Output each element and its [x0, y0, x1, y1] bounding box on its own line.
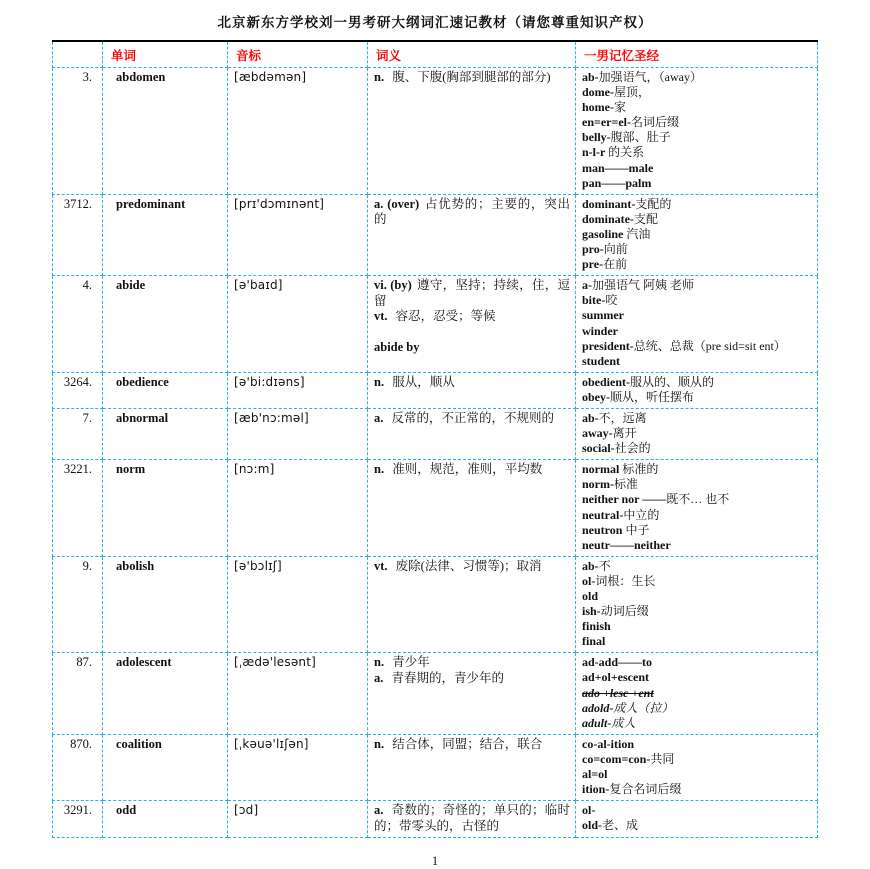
word-number: 870. [53, 734, 103, 800]
memory-line: dominate-支配 [582, 211, 659, 226]
phonetic: [ɔd] [228, 801, 368, 838]
memory-line: normal 标准的 [582, 462, 659, 477]
meaning-line: vt. 容忍，忍受；等候 [374, 309, 496, 324]
memory-line: neutron 中子 [582, 522, 650, 537]
word: abdomen [103, 68, 228, 195]
meaning-line: a. 青春期的，青少年的 [374, 670, 505, 685]
memory-line: summer [582, 308, 624, 323]
memory-line: old-老、成 [582, 818, 639, 833]
memory-line: al=ol [582, 767, 608, 782]
memory-line: ad-add——to [582, 655, 653, 670]
memory-line: ition-复合名词后缀 [582, 782, 682, 797]
table-row [53, 194, 818, 275]
memory-line: dominant-支配的 [582, 196, 672, 211]
memory-line: obedient-服从的、顺从的 [582, 374, 715, 389]
word: abolish [103, 556, 228, 653]
memory-line: belly-腹部、肚子 [582, 130, 671, 145]
memory-line: ad+ol+escent [582, 670, 650, 685]
meaning-line: n. 服从，顺从 [374, 374, 455, 389]
memory-line: a-加强语气 阿姨 老师 [582, 278, 695, 293]
phonetic: [ə'baɪd] [228, 276, 368, 373]
memory-line: finish [582, 619, 611, 634]
memory-line: bite-咬 [582, 293, 618, 308]
phonetic: [æb'nɔ:məl] [228, 408, 368, 459]
meaning-line: n. 结合体，同盟；结合，联合 [374, 736, 543, 751]
memory-line: gasoline 汽油 [582, 226, 651, 241]
memory-line: co-al-ition [582, 736, 634, 751]
meaning [368, 801, 576, 838]
table-row [53, 372, 818, 408]
memory-line: dome-屋顶， [582, 85, 651, 100]
word: adolescent [103, 653, 228, 734]
meaning-line: abide by [374, 339, 420, 354]
memory-line: ado +lesc +ent [582, 685, 654, 700]
meaning-line: n. 准则，规范，准则，平均数 [374, 462, 543, 477]
header-phonetic: 音标 [228, 41, 368, 68]
word: abide [103, 276, 228, 373]
memory-line: ol-词根：生长 [582, 573, 656, 588]
memory-notes [576, 68, 818, 195]
memory-notes [576, 734, 818, 800]
memory-line: away-离开 [582, 426, 637, 441]
header-row [53, 41, 818, 68]
memory-notes [576, 276, 818, 373]
meaning [368, 653, 576, 734]
memory-notes [576, 556, 818, 653]
memory-line: neutr——neither [582, 537, 671, 552]
memory-line: neither nor ——既不… 也不 [582, 492, 730, 507]
phonetic: [ˌædə'lesənt] [228, 653, 368, 734]
word-number: 9. [53, 556, 103, 653]
phonetic: [ə'bi:dɪəns] [228, 372, 368, 408]
memory-line: pre-在前 [582, 257, 628, 272]
phonetic: [nɔ:m] [228, 460, 368, 557]
memory-notes [576, 372, 818, 408]
memory-line: norm-标准 [582, 477, 639, 492]
meaning [368, 372, 576, 408]
memory-line: obey-顺从，听任摆布 [582, 389, 695, 404]
memory-line: pro-向前 [582, 242, 628, 257]
word-number: 3712. [53, 194, 103, 275]
meaning [368, 68, 576, 195]
meaning-line [374, 324, 570, 339]
word: odd [103, 801, 228, 838]
phonetic: [æbdəmən] [228, 68, 368, 195]
memory-line: ab-不，远离 [582, 410, 647, 425]
memory-line: adold-成人（拉） [582, 700, 674, 715]
meaning [368, 460, 576, 557]
memory-line: pan——palm [582, 175, 652, 190]
word: norm [103, 460, 228, 557]
header-word: 单词 [103, 41, 228, 68]
memory-line: co=com=con-共同 [582, 751, 675, 766]
memory-line: neutral-中立的 [582, 507, 660, 522]
word: predominant [103, 194, 228, 275]
memory-line: ab-不 [582, 558, 611, 573]
table-row [53, 408, 818, 459]
memory-line: en=er=el-名词后缀 [582, 115, 679, 130]
word: abnormal [103, 408, 228, 459]
table-row [53, 556, 818, 653]
memory-notes [576, 408, 818, 459]
table-row [53, 734, 818, 800]
meaning [368, 408, 576, 459]
memory-line: president-总统、总裁（pre sid=sit ent） [582, 338, 786, 353]
word: obedience [103, 372, 228, 408]
memory-notes [576, 460, 818, 557]
memory-line: social-社会的 [582, 441, 651, 456]
word-number: 3. [53, 68, 103, 195]
memory-line: adult-成人 [582, 715, 636, 730]
meaning-line: vi. (by) 遵守，坚持；持续，住，逗留 [374, 278, 570, 308]
header-meaning: 词义 [368, 41, 576, 68]
header-memory: 一男记忆圣经 [576, 41, 818, 68]
table-row [53, 460, 818, 557]
meaning-line: vt. 废除(法律、习惯等)；取消 [374, 558, 542, 573]
meaning-line: a. 反常的，不正常的，不规则的 [374, 410, 555, 425]
word-number: 3221. [53, 460, 103, 557]
table-row [53, 68, 818, 195]
word-number: 4. [53, 276, 103, 373]
memory-line: n-l-r 的关系 [582, 145, 645, 160]
memory-line: old [582, 589, 599, 603]
memory-notes [576, 653, 818, 734]
page-number: 1 [431, 854, 439, 869]
meaning [368, 556, 576, 653]
table-row [53, 653, 818, 734]
phonetic: [ˌkəuə'lɪʃən] [228, 734, 368, 800]
memory-line: ab-加强语气，（away） [582, 70, 702, 84]
meaning-line: a. 奇数的；奇怪的；单只的；临时的；带零头的，古怪的 [374, 803, 570, 833]
word-number: 7. [53, 408, 103, 459]
memory-line: winder [582, 323, 618, 338]
meaning-line: n. 腹、下腹(胸部到腿部的部分) [374, 70, 551, 84]
word: coalition [103, 734, 228, 800]
document-title: 北京新东方学校刘一男考研大纲词汇速记教材（请您尊重知识产权） [217, 15, 653, 30]
memory-line: ol- [582, 803, 596, 818]
meaning [368, 194, 576, 275]
phonetic: [prɪ'dɔmɪnənt] [228, 194, 368, 275]
word-number: 3264. [53, 372, 103, 408]
word-number: 87. [53, 653, 103, 734]
memory-line: man——male [582, 160, 654, 175]
meaning-line: a. (over) 占优势的；主要的，突出的 [374, 196, 570, 227]
memory-line: home-家 [582, 100, 627, 115]
vocab-table [52, 40, 818, 838]
phonetic: [ə'bɔlɪʃ] [228, 556, 368, 653]
memory-line: final [582, 634, 606, 649]
word-number: 3291. [53, 801, 103, 838]
meaning [368, 276, 576, 373]
table-row [53, 276, 818, 373]
memory-notes [576, 801, 818, 838]
memory-line: student [582, 353, 621, 368]
vocab-table-body [53, 68, 818, 838]
meaning [368, 734, 576, 800]
header-number [53, 41, 103, 68]
meaning-line: n. 青少年 [374, 655, 430, 670]
memory-line: ish-动词后缀 [582, 604, 649, 619]
memory-notes [576, 194, 818, 275]
table-row [53, 801, 818, 838]
